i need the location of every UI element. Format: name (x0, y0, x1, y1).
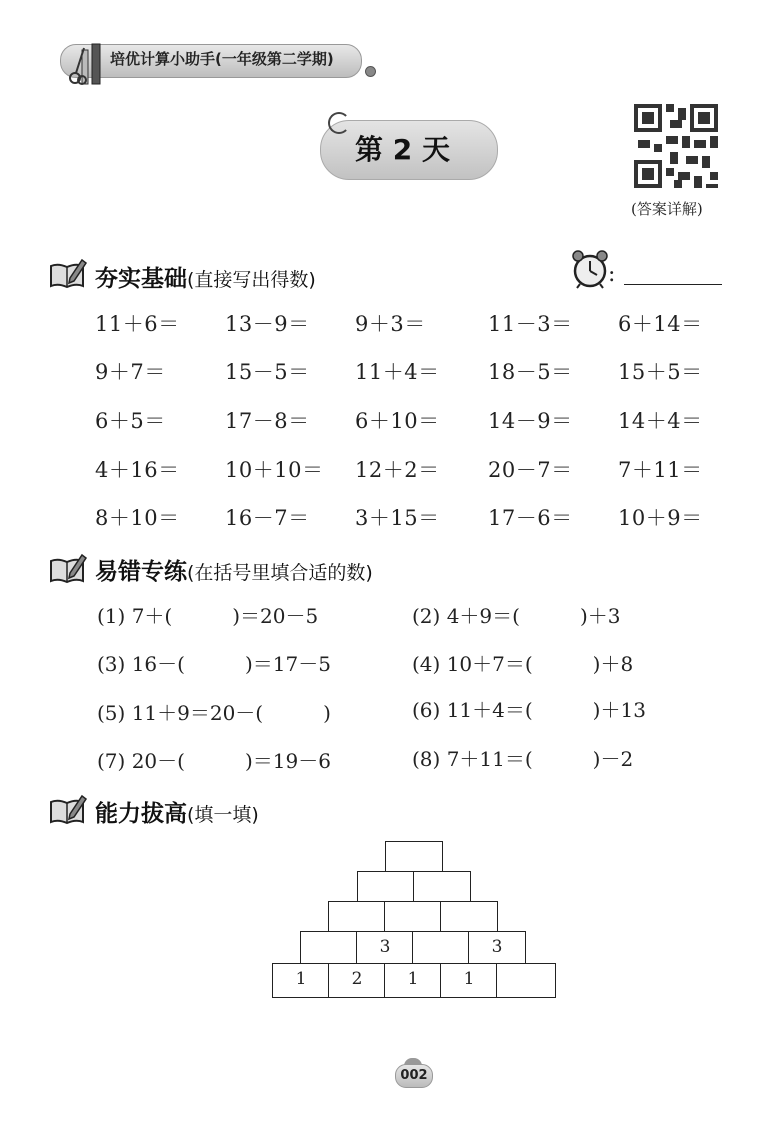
fill-blank-question: (1) 7＋( )＝20－5 (97, 604, 319, 628)
time-colon: : (608, 262, 616, 287)
pyramid-cell[interactable] (412, 931, 470, 965)
pyramid-cell[interactable]: 3 (468, 931, 526, 965)
time-input-line[interactable] (624, 284, 722, 285)
header-dot (365, 66, 376, 77)
fill-blank-question: (8) 7＋11＝( )－2 (412, 747, 634, 771)
equation: 15＋5＝ (618, 360, 703, 384)
stationery-icon (66, 40, 112, 88)
day-label: 第 2 天 (355, 133, 450, 166)
equation: 6＋14＝ (618, 312, 703, 336)
ring-icon (328, 112, 350, 134)
section-subtitle: (直接写出得数) (187, 269, 316, 291)
pyramid-cell[interactable] (385, 841, 443, 873)
pyramid-cell[interactable] (413, 871, 471, 903)
pyramid-cell[interactable]: 3 (356, 931, 414, 965)
section-header-ability (95, 795, 259, 828)
fill-blank-question: (7) 20－( )＝19－6 (97, 749, 331, 773)
equation: 3＋15＝ (355, 506, 440, 530)
section-title: 能力拔高 (95, 801, 187, 827)
pyramid-cell[interactable]: 1 (440, 963, 498, 998)
notebook-pencil-icon (48, 256, 88, 292)
pyramid-cell[interactable] (300, 931, 358, 965)
pyramid-cell[interactable]: 2 (328, 963, 386, 998)
equation: 15－5＝ (225, 360, 310, 384)
qr-caption: (答案详解) (631, 200, 703, 218)
pyramid-cell[interactable]: 1 (384, 963, 442, 998)
fill-blank-question: (2) 4＋9＝( )＋3 (412, 604, 621, 628)
equation: 14－9＝ (488, 409, 573, 433)
equation: 6＋10＝ (355, 409, 440, 433)
pyramid-cell[interactable]: 1 (272, 963, 330, 998)
equation: 12＋2＝ (355, 458, 440, 482)
equation: 7＋11＝ (618, 458, 703, 482)
section-title: 易错专练 (95, 559, 187, 585)
pyramid-cell[interactable] (384, 901, 442, 933)
page-number: 002 (395, 1064, 433, 1088)
equation: 6＋5＝ (95, 409, 166, 433)
equation: 11＋6＝ (95, 312, 180, 336)
equation: 17－6＝ (488, 506, 573, 530)
section-header-error-prone (95, 553, 373, 586)
notebook-pencil-icon (48, 792, 88, 828)
section-header-basics (95, 260, 316, 293)
equation: 16－7＝ (225, 506, 310, 530)
section-subtitle: (填一填) (187, 804, 259, 826)
equation: 18－5＝ (488, 360, 573, 384)
equation: 8＋10＝ (95, 506, 180, 530)
pyramid-cell[interactable] (357, 871, 415, 903)
pyramid-cell[interactable] (328, 901, 386, 933)
fill-blank-question: (5) 11＋9＝20－( ) (97, 701, 331, 725)
equation: 17－8＝ (225, 409, 310, 433)
pyramid-cell[interactable] (440, 901, 498, 933)
equation: 9＋7＝ (95, 360, 166, 384)
alarm-clock-icon (570, 248, 610, 290)
qr-code-icon[interactable] (630, 100, 722, 192)
fill-blank-question: (4) 10＋7＝( )＋8 (412, 652, 634, 676)
equation: 10＋9＝ (618, 506, 703, 530)
equation: 9＋3＝ (355, 312, 426, 336)
equation: 13－9＝ (225, 312, 310, 336)
equation: 14＋4＝ (618, 409, 703, 433)
fill-blank-question: (6) 11＋4＝( )＋13 (412, 698, 646, 722)
equation: 20－7＝ (488, 458, 573, 482)
equation: 11－3＝ (488, 312, 573, 336)
section-title: 夯实基础 (95, 266, 187, 292)
section-subtitle: (在括号里填合适的数) (187, 562, 373, 584)
book-title: 培优计算小助手(一年级第二学期) (110, 50, 334, 68)
notebook-pencil-icon (48, 551, 88, 587)
equation: 11＋4＝ (355, 360, 440, 384)
equation: 10＋10＝ (225, 458, 324, 482)
equation: 4＋16＝ (95, 458, 180, 482)
fill-blank-question: (3) 16－( )＝17－5 (97, 652, 331, 676)
pyramid-cell[interactable] (496, 963, 556, 998)
